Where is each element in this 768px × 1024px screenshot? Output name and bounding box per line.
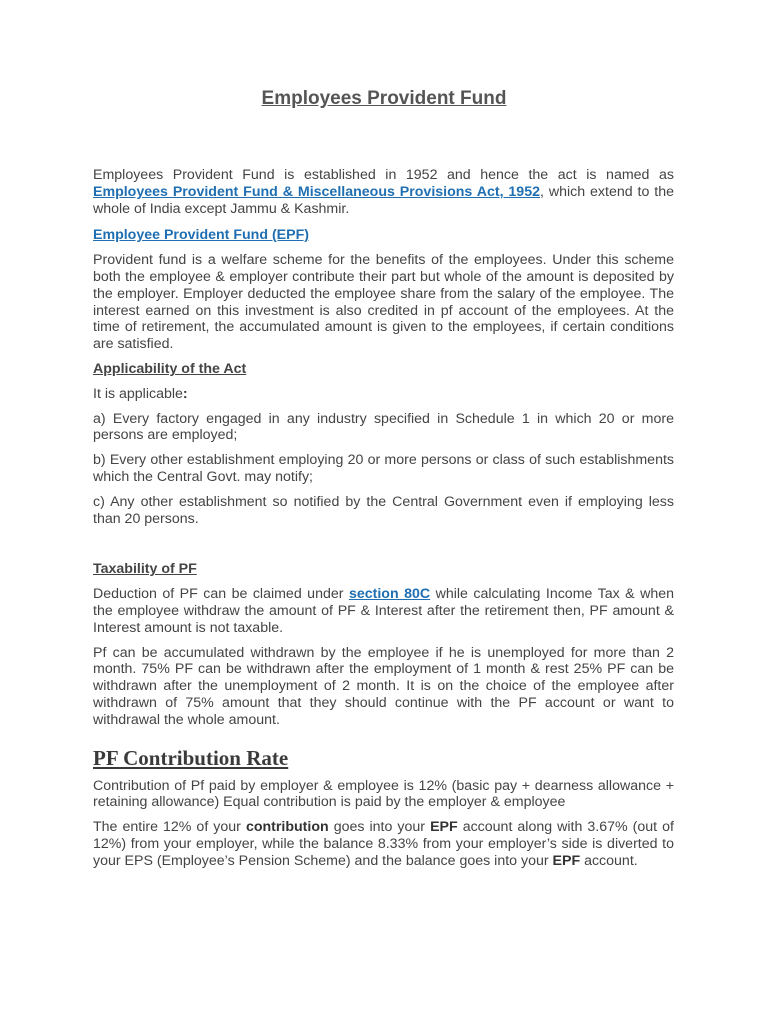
document-body [93, 167, 674, 870]
contribution-heading: PF Contribution Rate [93, 745, 289, 770]
applicability-lead-text: It is applicable [93, 385, 183, 402]
taxability-paragraph-1 [93, 586, 674, 636]
contribution-paragraph-1: Contribution of Pf paid by employer & employee is 12% (basic pay + dearness allowance + retaining allowance) Equal contribution is paid by the employer & employee [93, 777, 674, 811]
taxability-paragraph-2: Pf can be accumulated withdrawn by the employee if he is unemployed for more than 2 month. 75% PF can be withdrawn after the employment of 1 month & rest 25% PF can be withdrawn after the unemployment of 2 month. It is on the choice of the employee after withdrawn of 75% amount that they should continue with the PF account or want to withdrawal the whole amount. [93, 644, 674, 728]
applicability-lead [93, 386, 674, 403]
contribution-bold: contribution [245, 819, 329, 836]
taxability-text: Deduction of PF can be claimed under [93, 586, 349, 603]
taxability-heading: Taxability of PF [93, 561, 197, 578]
page-title: Employees Provident Fund [261, 88, 507, 109]
applicability-item-b: b) Every other establishment employing 20 or more persons or class of such establishments which the Central Govt. may notify; [93, 452, 674, 485]
applicability-colon: : [182, 385, 188, 402]
section-80c-link[interactable]: section 80C [348, 586, 431, 603]
intro-paragraph [93, 167, 674, 217]
epf-heading: Employee Provident Fund (EPF) [93, 227, 309, 244]
intro-text: Employees Provident Fund is established in 1952 and hence the act is named as [93, 167, 674, 183]
epf-paragraph: Provident fund is a welfare scheme for the benefits of the employees. Under this scheme both the employee & employer contribute their part but whole of the amount is deposited by the employer. Employer deducted the employee share from the salary of the employee. The interest earned on this investment is also credited in pf account of the employees. At the time of retirement, the accumulated amount is given to the employees, if certain conditions are satisfied. [93, 252, 674, 353]
taxability-text-end: while calculating Income Tax & when the employee withdraw the amount of PF & Interest after the retirement then, PF amount & Interest amount is not taxable. [93, 586, 674, 636]
applicability-heading: Applicability of the Act [93, 360, 247, 377]
epf-bold: EPF [430, 819, 458, 836]
intro-text-end: , which extend to the whole of India except Jammu & Kashmir. [93, 183, 674, 217]
epf-bold: EPF [552, 852, 581, 869]
applicability-item-c: c) Any other establishment so notified by the Central Government even if employing less than 20 persons. [93, 493, 674, 527]
contribution-text: The entire 12% of your [93, 819, 246, 836]
contribution-paragraph-2 [93, 819, 674, 869]
contribution-text: goes into your [328, 819, 431, 836]
applicability-item-a: a) Every factory engaged in any industry specified in Schedule 1 in which 20 or more persons are employed; [93, 410, 674, 444]
act-link[interactable]: Employees Provident Fund & Miscellaneous Provisions Act, 1952 [93, 183, 540, 200]
contribution-text: account. [580, 852, 638, 869]
contribution-text: account along with 3.67% (out of 12%) from your employer, while the balance 8.33% from your employer’s side is diverted to your EPS (Employee’s Pension Scheme) and the balance goes into your [93, 819, 674, 869]
